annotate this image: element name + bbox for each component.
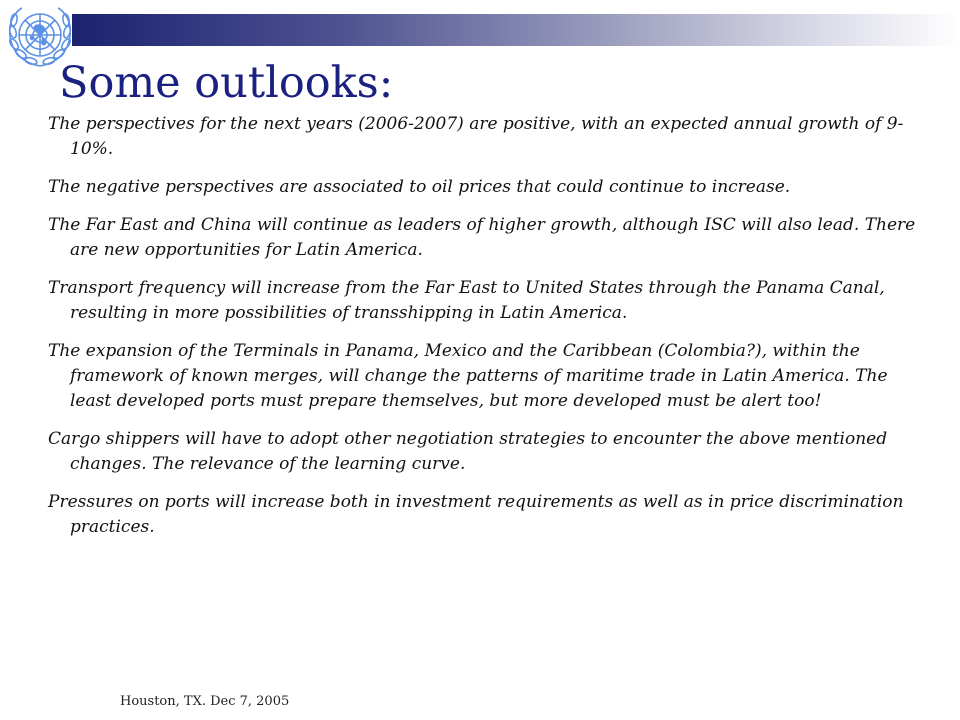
bullet-list <box>48 112 928 553</box>
slide-title: Some outlooks: <box>59 58 394 108</box>
bullet-item: The Far East and China will continue as leaders of higher growth, although ISC will also lead. There are new opportunities for Latin America. <box>48 215 916 260</box>
bullet-item: Pressures on ports will increase both in investment requirements as well as in price discrimination practices. <box>48 492 904 537</box>
header-bar <box>72 14 960 46</box>
slide-footer: Houston, TX. Dec 7, 2005 <box>120 694 290 709</box>
bullet-item: The negative perspectives are associated to oil prices that could continue to increase. <box>48 177 791 197</box>
bullet-item: Transport frequency will increase from the Far East to United States through the Panama Canal, resulting in more possibilities of transshipping in Latin America. <box>48 278 885 323</box>
bullet-item: The perspectives for the next years (2006-2007) are positive, with an expected annual growth of 9-10%. <box>48 114 904 159</box>
bullet-item: Cargo shippers will have to adopt other negotiation strategies to encounter the above mentioned changes. The relevance of the learning curve. <box>48 429 888 474</box>
bullet-item: The expansion of the Terminals in Panama, Mexico and the Caribbean (Colombia?), within the framework of known merges, will change the patterns of maritime trade in Latin America. The least developed ports must prepare themselves, but more developed must be alert too! <box>48 341 888 411</box>
